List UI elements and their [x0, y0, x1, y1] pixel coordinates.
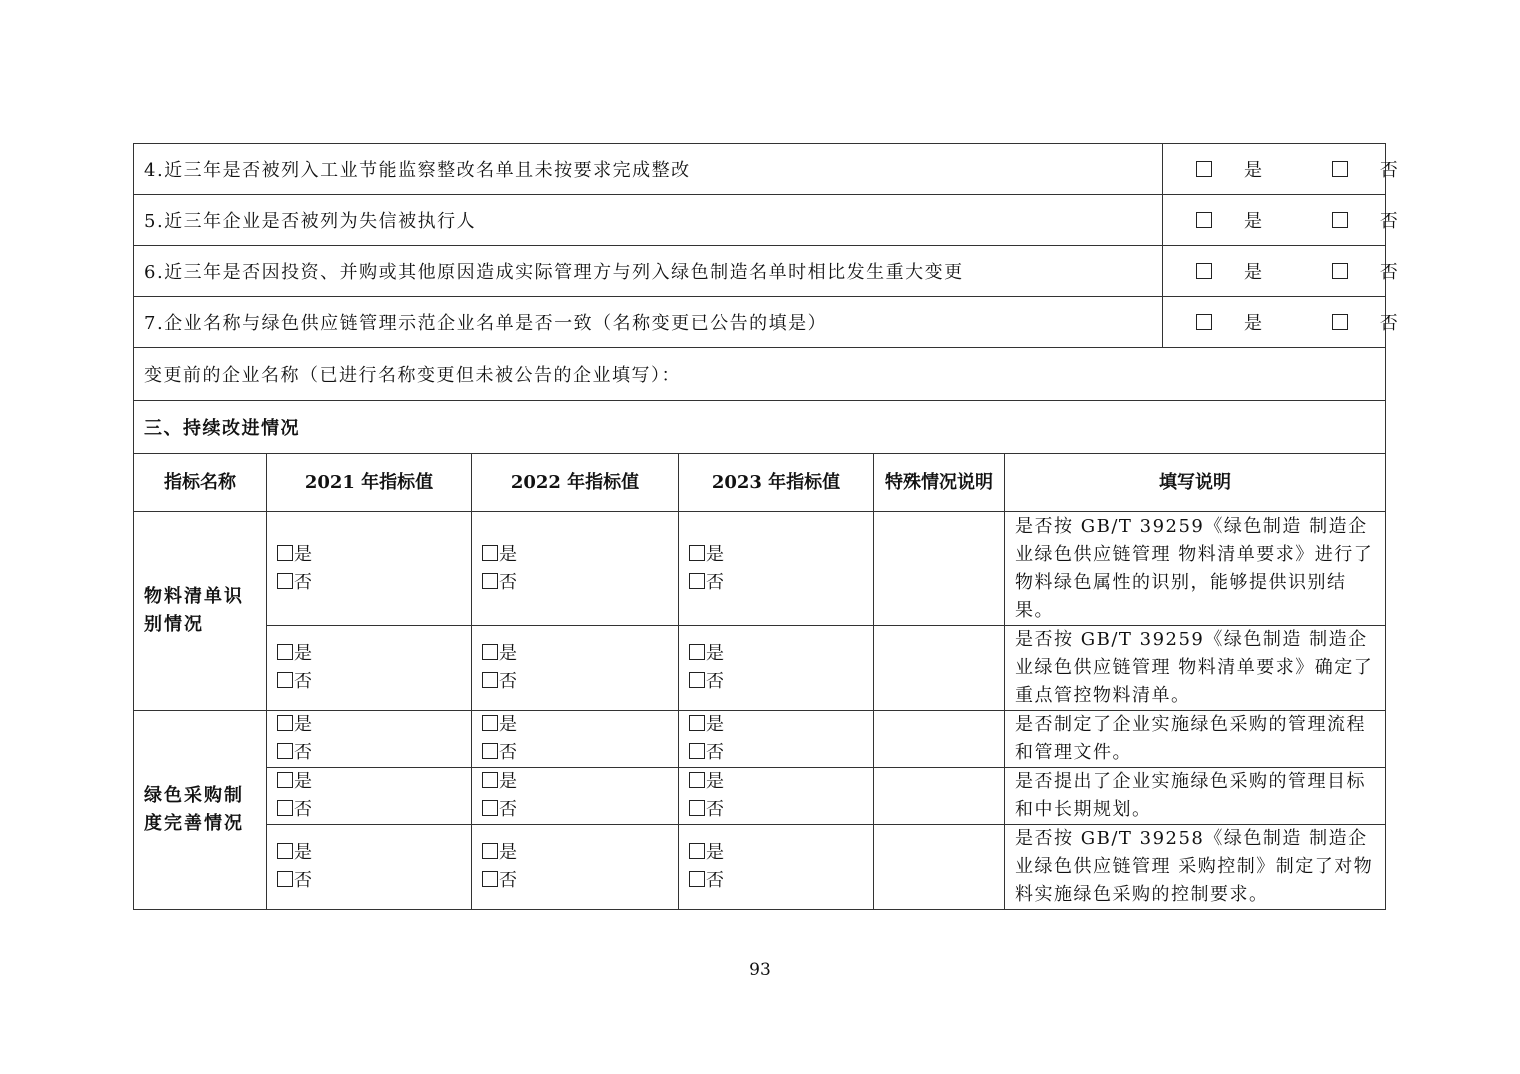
header-2021-value: 2021 年指标值: [267, 454, 472, 512]
instruction-cell: 是否提出了企业实施绿色采购的管理目标和中长期规划。: [1005, 768, 1386, 825]
checkbox-icon[interactable]: [689, 672, 705, 688]
checkbox-cell-2022: [472, 711, 679, 768]
special-notes-cell[interactable]: [874, 825, 1005, 910]
yes-option[interactable]: 是: [277, 768, 461, 796]
no-option[interactable]: 否: [482, 668, 668, 696]
yes-option[interactable]: 是: [277, 711, 461, 739]
checkbox-cell-2023: [679, 825, 874, 910]
yes-option[interactable]: 是: [1180, 207, 1278, 233]
yes-option[interactable]: 是: [689, 768, 863, 796]
yes-option[interactable]: 是: [277, 640, 461, 668]
checkbox-cell-2022: [472, 626, 679, 711]
no-option[interactable]: 否: [277, 739, 461, 767]
yes-option[interactable]: 是: [277, 541, 461, 569]
checkbox-icon[interactable]: [277, 573, 293, 589]
checkbox-icon[interactable]: [482, 800, 498, 816]
section-title-row: [134, 401, 1386, 454]
category-cell: 物料清单识别情况: [134, 512, 267, 711]
checkbox-icon[interactable]: [1332, 212, 1348, 228]
no-option[interactable]: 否: [277, 569, 461, 597]
checkbox-icon[interactable]: [482, 545, 498, 561]
checkbox-icon[interactable]: [482, 573, 498, 589]
yes-option[interactable]: 是: [689, 541, 863, 569]
yes-option[interactable]: 是: [482, 541, 668, 569]
header-indicator-name: 指标名称: [134, 454, 267, 512]
checkbox-icon[interactable]: [277, 545, 293, 561]
header-2023-value: 2023 年指标值: [679, 454, 874, 512]
table-row: [134, 626, 1386, 711]
checkbox-icon[interactable]: [1332, 161, 1348, 177]
question-row: [134, 195, 1386, 246]
special-notes-cell[interactable]: [874, 626, 1005, 711]
checkbox-cell-2021: [267, 626, 472, 711]
question-text: 5.近三年企业是否被列为失信被执行人: [134, 195, 1163, 246]
checkbox-cell-2023: [679, 626, 874, 711]
checkbox-icon[interactable]: [482, 743, 498, 759]
no-option[interactable]: 否: [689, 569, 863, 597]
checkbox-icon[interactable]: [277, 871, 293, 887]
no-option[interactable]: 否: [1316, 258, 1414, 284]
checkbox-cell-2021: [267, 768, 472, 825]
checkbox-icon[interactable]: [689, 772, 705, 788]
checkbox-icon[interactable]: [689, 573, 705, 589]
question-text: 7.企业名称与绿色供应链管理示范企业名单是否一致（名称变更已公告的填是）: [134, 297, 1163, 348]
yes-option[interactable]: 是: [1180, 156, 1278, 182]
no-option[interactable]: 否: [689, 668, 863, 696]
question-options: [1163, 144, 1398, 195]
checkbox-cell-2021: [267, 825, 472, 910]
yes-option[interactable]: 是: [1180, 309, 1278, 335]
page-number: 93: [749, 960, 771, 980]
instruction-cell: 是否按 GB/T 39259《绿色制造 制造企业绿色供应链管理 物料清单要求》进行了物料绿色属性的识别，能够提供识别结果。: [1005, 512, 1386, 626]
no-option[interactable]: 否: [689, 796, 863, 824]
checkbox-icon[interactable]: [1196, 263, 1212, 279]
checkbox-icon[interactable]: [689, 800, 705, 816]
checkbox-icon[interactable]: [1196, 161, 1212, 177]
checkbox-icon[interactable]: [277, 772, 293, 788]
no-option[interactable]: 否: [277, 867, 461, 895]
checkbox-cell-2021: [267, 512, 472, 626]
yes-option[interactable]: 是: [277, 839, 461, 867]
yes-option[interactable]: 是: [689, 839, 863, 867]
header-2022-value: 2022 年指标值: [472, 454, 679, 512]
checkbox-cell-2022: [472, 512, 679, 626]
checkbox-icon[interactable]: [1196, 314, 1212, 330]
header-special-notes: 特殊情况说明: [874, 454, 1005, 512]
form-sheet: [133, 143, 1398, 910]
question-options: [1163, 195, 1398, 246]
checkbox-icon[interactable]: [482, 672, 498, 688]
checkbox-icon[interactable]: [482, 644, 498, 660]
question-row: [134, 144, 1386, 195]
special-notes-cell[interactable]: [874, 512, 1005, 626]
no-option[interactable]: 否: [1316, 156, 1414, 182]
checkbox-icon[interactable]: [277, 644, 293, 660]
question-row: [134, 246, 1386, 297]
yes-option[interactable]: 是: [482, 768, 668, 796]
question-options: [1163, 246, 1398, 297]
yes-option[interactable]: 是: [482, 839, 668, 867]
checkbox-cell-2023: [679, 711, 874, 768]
no-option[interactable]: 否: [482, 569, 668, 597]
checkbox-cell-2023: [679, 768, 874, 825]
checkbox-cell-2021: [267, 711, 472, 768]
form-table: [133, 143, 1398, 910]
checkbox-icon[interactable]: [277, 743, 293, 759]
no-option[interactable]: 否: [482, 739, 668, 767]
checkbox-icon[interactable]: [1332, 263, 1348, 279]
no-option[interactable]: 否: [689, 867, 863, 895]
special-notes-cell[interactable]: [874, 711, 1005, 768]
no-option[interactable]: 否: [1316, 309, 1414, 335]
section-title: 三、持续改进情况: [134, 401, 1386, 454]
checkbox-icon[interactable]: [689, 843, 705, 859]
table-row: [134, 512, 1386, 626]
instruction-cell: 是否按 GB/T 39259《绿色制造 制造企业绿色供应链管理 物料清单要求》确定了重点管控物料清单。: [1005, 626, 1386, 711]
checkbox-icon[interactable]: [1332, 314, 1348, 330]
no-option[interactable]: 否: [689, 739, 863, 767]
question-text: 4.近三年是否被列入工业节能监察整改名单且未按要求完成整改: [134, 144, 1163, 195]
checkbox-icon[interactable]: [277, 715, 293, 731]
yes-option[interactable]: 是: [482, 711, 668, 739]
no-option[interactable]: 否: [482, 796, 668, 824]
category-cell: 绿色采购制度完善情况: [134, 711, 267, 910]
checkbox-icon[interactable]: [689, 715, 705, 731]
checkbox-cell-2022: [472, 825, 679, 910]
table-row: [134, 825, 1386, 910]
checkbox-icon[interactable]: [277, 843, 293, 859]
question-options: [1163, 297, 1398, 348]
no-option[interactable]: 否: [482, 867, 668, 895]
name-change-field[interactable]: 变更前的企业名称（已进行名称变更但未被公告的企业填写）：: [134, 348, 1386, 401]
no-option[interactable]: 否: [1316, 207, 1414, 233]
special-notes-cell[interactable]: [874, 768, 1005, 825]
yes-option[interactable]: 是: [689, 711, 863, 739]
yes-option[interactable]: 是: [1180, 258, 1278, 284]
checkbox-cell-2022: [472, 768, 679, 825]
checkbox-icon[interactable]: [689, 871, 705, 887]
checkbox-cell-2023: [679, 512, 874, 626]
checkbox-icon[interactable]: [482, 715, 498, 731]
no-option[interactable]: 否: [277, 668, 461, 696]
question-row: [134, 297, 1386, 348]
yes-option[interactable]: 是: [689, 640, 863, 668]
checkbox-icon[interactable]: [482, 772, 498, 788]
question-text: 6.近三年是否因投资、并购或其他原因造成实际管理方与列入绿色制造名单时相比发生重大变更: [134, 246, 1163, 297]
checkbox-icon[interactable]: [1196, 212, 1212, 228]
checkbox-icon[interactable]: [277, 672, 293, 688]
instruction-cell: 是否按 GB/T 39258《绿色制造 制造企业绿色供应链管理 采购控制》制定了对物料实施绿色采购的控制要求。: [1005, 825, 1386, 910]
table-row: [134, 711, 1386, 768]
no-option[interactable]: 否: [277, 796, 461, 824]
yes-option[interactable]: 是: [482, 640, 668, 668]
checkbox-icon[interactable]: [689, 743, 705, 759]
checkbox-icon[interactable]: [689, 644, 705, 660]
checkbox-icon[interactable]: [482, 871, 498, 887]
instruction-cell: 是否制定了企业实施绿色采购的管理流程和管理文件。: [1005, 711, 1386, 768]
checkbox-icon[interactable]: [689, 545, 705, 561]
checkbox-icon[interactable]: [277, 800, 293, 816]
name-change-row: [134, 348, 1386, 401]
checkbox-icon[interactable]: [482, 843, 498, 859]
table-header-row: [134, 454, 1386, 512]
table-row: [134, 768, 1386, 825]
header-instructions: 填写说明: [1005, 454, 1386, 512]
